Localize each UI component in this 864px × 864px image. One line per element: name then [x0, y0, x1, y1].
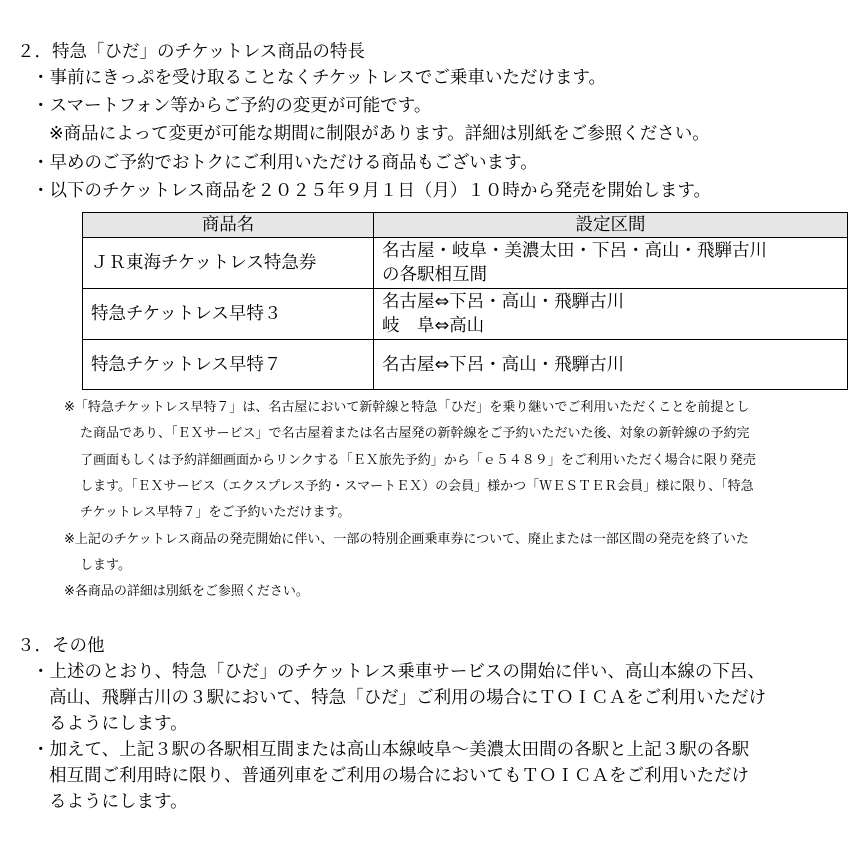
table-header-section: 設定区間	[374, 213, 848, 238]
note-line: ※「特急チケットレス早特７」は、名古屋において新幹線と特急「ひだ」を乗り継いでご利用いただくことを前提とし	[64, 400, 750, 415]
bullet-change-reservation: ・スマートフォン等からご予約の変更が可能です。	[32, 96, 432, 116]
section-line: 名古屋・岐阜・美濃太田・下呂・高山・飛騨古川	[382, 241, 767, 261]
product-name: 特急チケットレス早特７	[83, 340, 374, 390]
section-3-line: ・上述のとおり、特急「ひだ」のチケットレス乗車サービスの開始に伴い、高山本線の下呂、	[32, 662, 765, 682]
table-row	[83, 289, 848, 340]
table-row	[83, 238, 848, 289]
product-name: ＪＲ東海チケットレス特急券	[83, 238, 374, 289]
section-3-line: るようにします。	[49, 714, 188, 734]
note-line: チケットレス早特７」をご予約いただけます。	[80, 505, 351, 520]
bullet-early-booking: ・早めのご予約でおトクにご利用いただける商品もございます。	[32, 153, 538, 173]
note-line: た商品であり、「ＥＸサービス」で名古屋着または名古屋発の新幹線をご予約いただいた後、対象の新幹線の予約完	[80, 426, 750, 441]
note-line: ※各商品の詳細は別紙をご参照ください。	[64, 584, 309, 599]
table-row	[83, 340, 848, 390]
section-3-line: るようにします。	[49, 792, 188, 812]
section-line: の各駅相互間	[382, 265, 487, 285]
product-section	[374, 289, 848, 340]
note-line: ※上記のチケットレス商品の発売開始に伴い、一部の特別企画乗車券について、廃止または一部区間の発売を終了いた	[64, 532, 749, 547]
section-3-line: 相互間ご利用時に限り、普通列車をご利用の場合においてもＴＯＩＣＡをご利用いただけ	[49, 766, 749, 786]
section-line: 岐 阜⇔高山	[382, 316, 485, 336]
note-line: します。	[80, 558, 131, 573]
section-3-heading: ３．その他	[17, 636, 105, 656]
bullet-ticketless-boarding: ・事前にきっぷを受け取ることなくチケットレスでご乗車いただけます。	[32, 68, 606, 88]
table-header-row	[83, 213, 848, 238]
bullet-sale-start: ・以下のチケットレス商品を２０２５年９月１日（月）１０時から発売を開始します。	[32, 181, 711, 201]
note-change-period: ※商品によって変更が可能な期間に制限があります。詳細は別紙をご参照ください。	[49, 124, 710, 144]
product-section	[374, 238, 848, 289]
ticketless-products-table	[82, 212, 848, 390]
note-line: します。「ＥＸサービス（エクスプレス予約・スマートＥＸ）の会員」様かつ「ＷＥＳＴＥＲ会員」様に限り、「特急	[80, 479, 754, 494]
section-line: 名古屋⇔下呂・高山・飛騨古川	[382, 292, 625, 312]
table-header-product: 商品名	[83, 213, 374, 238]
section-2-heading: ２．特急「ひだ」のチケットレス商品の特長	[17, 42, 365, 62]
product-name: 特急チケットレス早特３	[83, 289, 374, 340]
section-line: 名古屋⇔下呂・高山・飛騨古川	[382, 354, 625, 375]
note-line: 了画面もしくは予約詳細画面からリンクする「ＥＸ旅先予約」から「ｅ５４８９」をご利用いただく場合に限り発売	[80, 453, 756, 468]
section-3-line: ・加えて、上記３駅の各駅相互間または高山本線岐阜～美濃太田間の各駅と上記３駅の各駅	[32, 740, 750, 760]
product-section	[374, 340, 848, 390]
section-3-line: 高山、飛騨古川の３駅において、特急「ひだ」ご利用の場合にＴＯＩＣＡをご利用いただけ	[49, 688, 767, 708]
